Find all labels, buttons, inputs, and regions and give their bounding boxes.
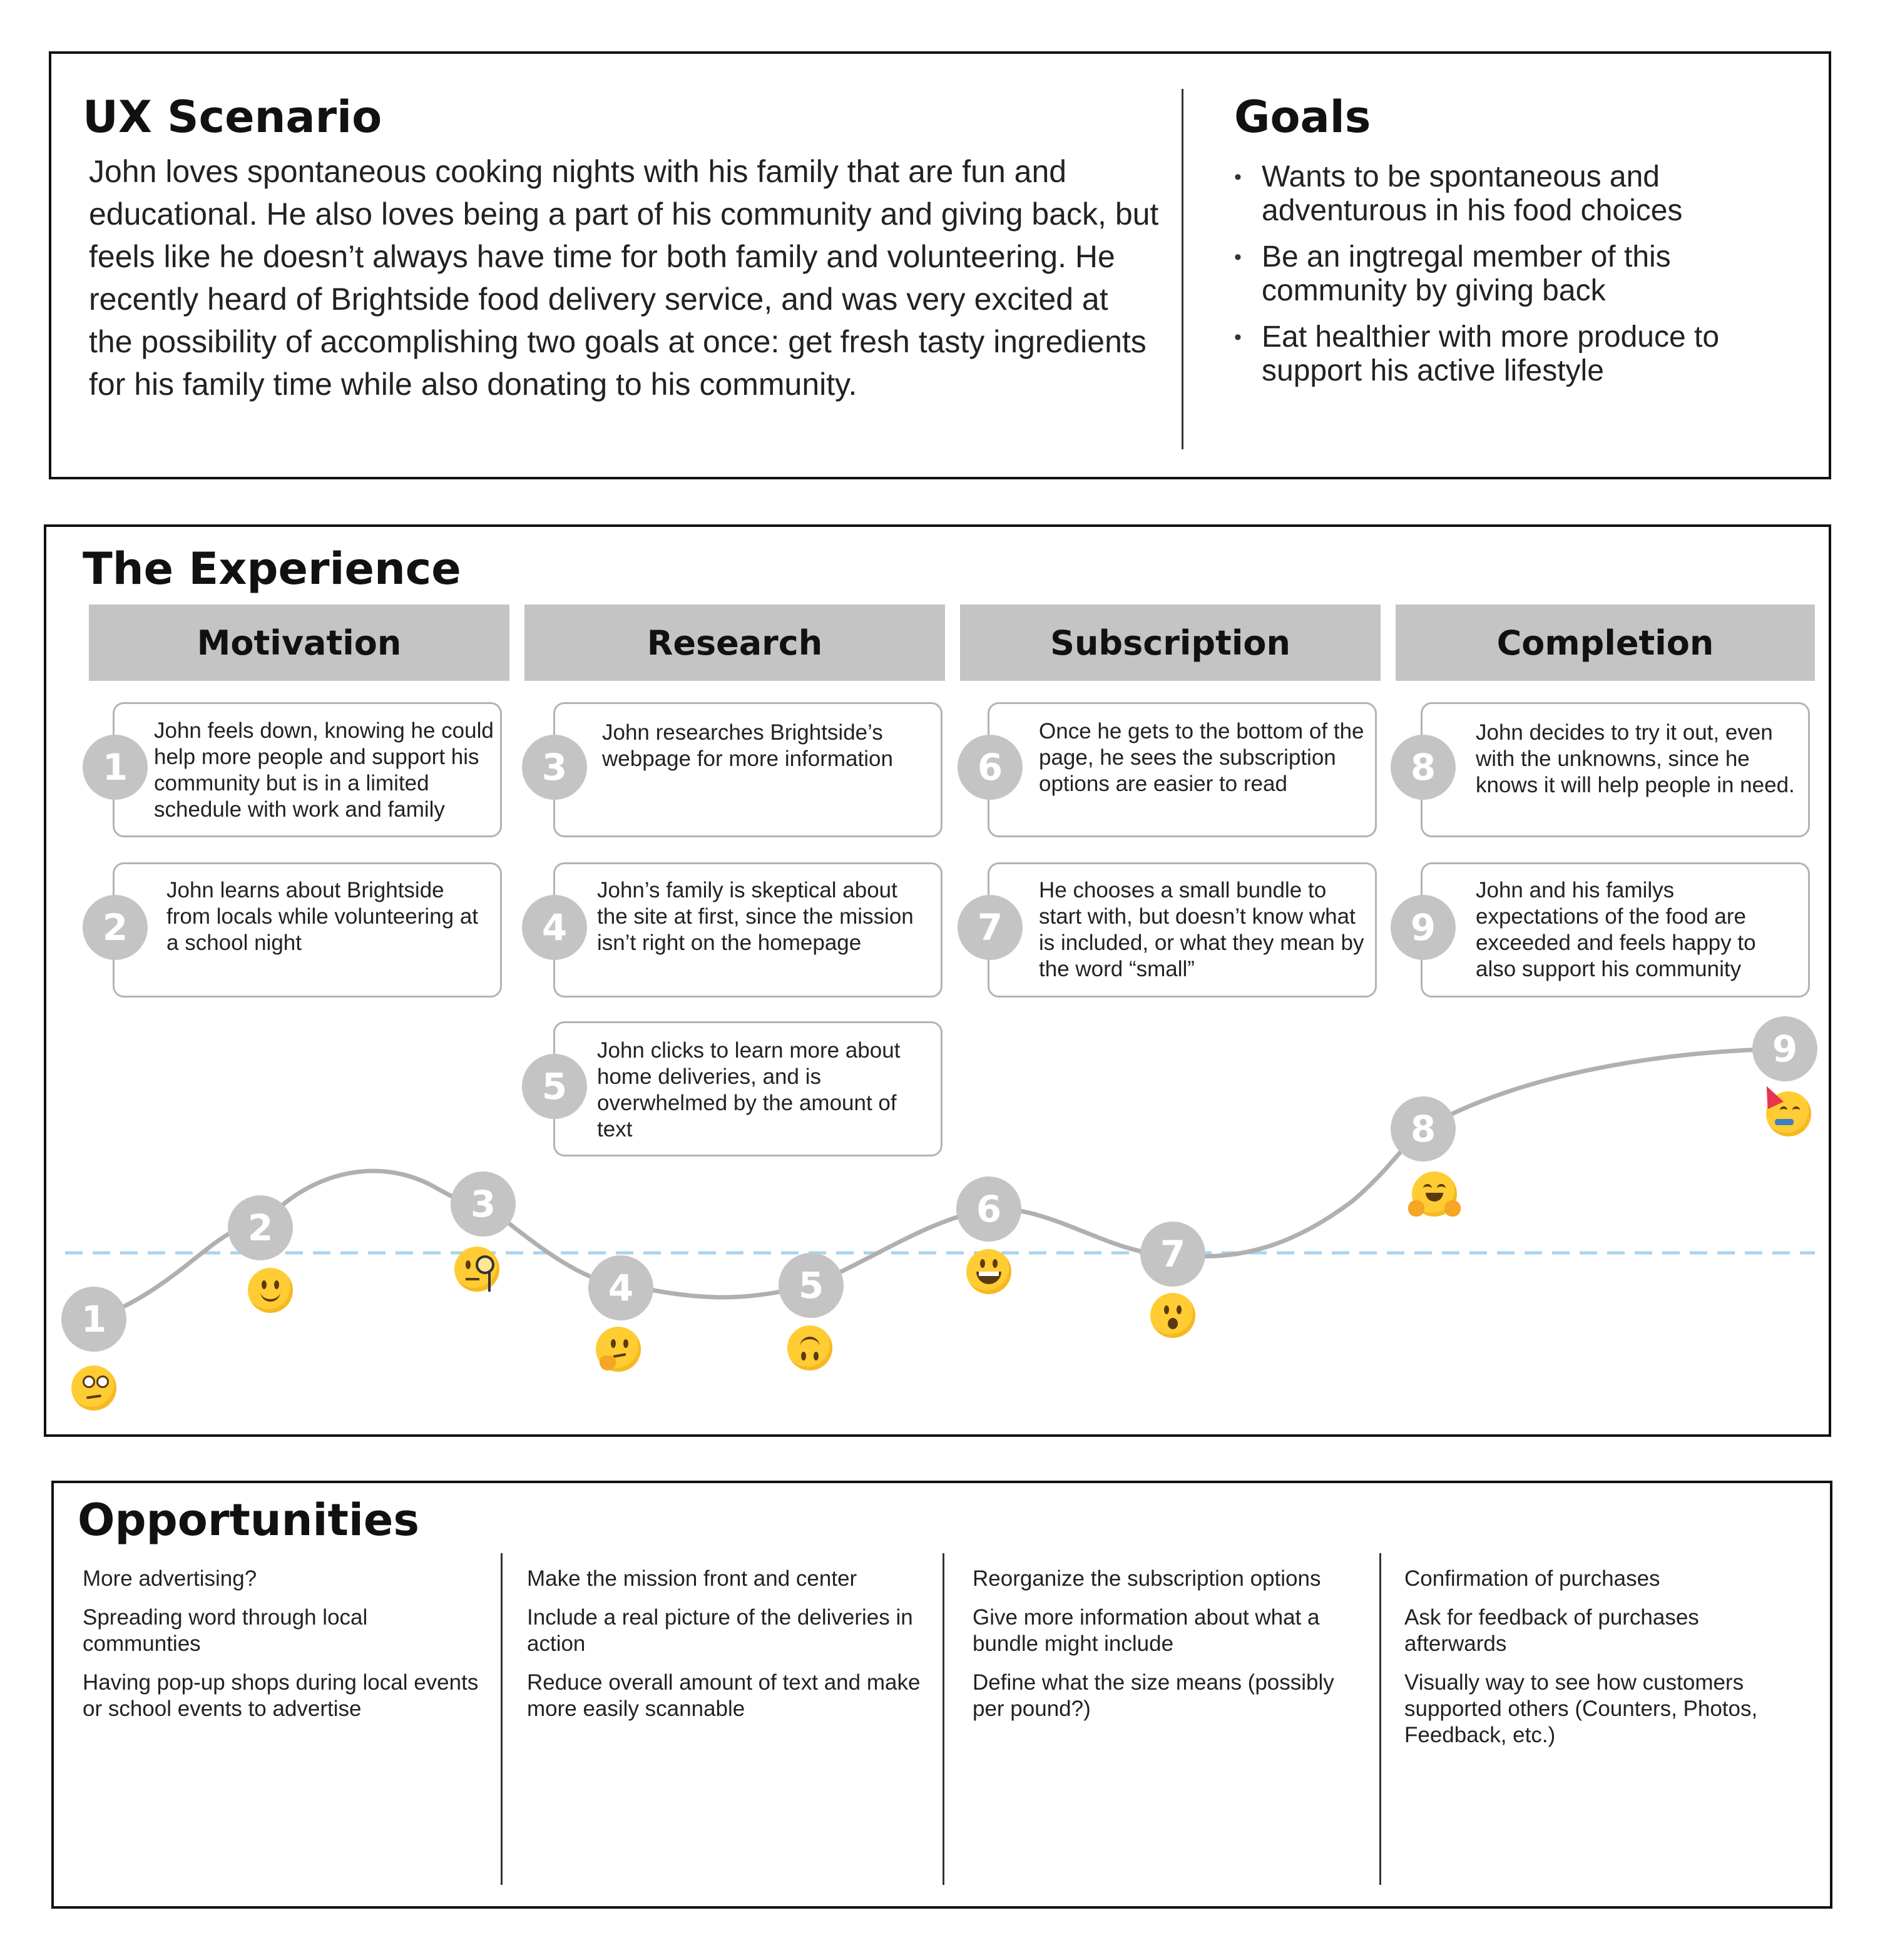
- step-card-2-number: 2: [83, 895, 148, 960]
- journey-point-4: 4: [588, 1255, 653, 1320]
- phase-research: Research: [524, 605, 945, 681]
- scenario-text: John loves spontaneous cooking nights with his family that are fun and educational. He also loves being a part of his community and giving back, but feels like he doesn’t always have time for both family and volunteering. He recently heard of Brightside food delivery service, and was very excited at the possibility of accomplishing two goals at once: get fresh tasty ingredients for his family time while also donating to his community.: [89, 154, 1159, 402]
- opportunities-column-subscription: [973, 1566, 1361, 1735]
- goal-item: • Eat healthier with more produce to support his active lifestyle: [1234, 320, 1797, 388]
- step-card-7-text: He chooses a small bundle to start with, but doesn’t know what is included, or what they mean by the word “small”: [1039, 878, 1364, 981]
- step-card-9-text: John and his familys expectations of the food are exceeded and feels happy to also support his community: [1476, 878, 1756, 981]
- step-card-1-number: 1: [83, 735, 148, 800]
- opportunity-item: Ask for feedback of purchases afterwards: [1404, 1605, 1699, 1656]
- opportunity-item: More advertising?: [83, 1566, 257, 1591]
- thinking-face-icon: [596, 1327, 641, 1372]
- step-card-8-number: 8: [1391, 735, 1456, 800]
- goal-item: • Be an ingtregal member of this community by giving back: [1234, 240, 1797, 308]
- goals-title: Goals: [1234, 91, 1371, 143]
- opportunity-item: Having pop-up shops during local events or school events to advertise: [83, 1670, 479, 1721]
- journey-point-6: 6: [956, 1177, 1021, 1242]
- opportunity-item: Include a real picture of the deliveries in action: [527, 1605, 913, 1656]
- opportunity-item: Spreading word through local communties: [83, 1605, 368, 1656]
- step-card-6-number: 6: [958, 735, 1023, 800]
- opportunity-item: Confirmation of purchases: [1404, 1566, 1660, 1591]
- phase-motivation: Motivation: [89, 605, 509, 681]
- slight-smile-face-icon: [248, 1268, 293, 1313]
- opportunities-divider-1: [501, 1553, 503, 1885]
- grinning-face-icon: [966, 1249, 1011, 1294]
- opportunities-column-research: [527, 1566, 927, 1735]
- journey-point-1: 1: [61, 1287, 126, 1352]
- journey-point-8: 8: [1391, 1096, 1456, 1161]
- opportunity-item: Make the mission front and center: [527, 1566, 857, 1591]
- step-card-3-text: John researches Brightside’s webpage for more information: [602, 720, 893, 771]
- opportunity-item: Visually way to see how customers supported others (Counters, Photos, Feedback, etc.): [1404, 1670, 1758, 1747]
- step-card-4-text: John’s family is skeptical about the site at first, since the mission isn’t right on the homepage: [597, 878, 914, 955]
- partying-face-icon: [1766, 1091, 1811, 1136]
- opportunities-title: Opportunities: [78, 1494, 420, 1546]
- step-card-8-text: John decides to try it out, even with the unknowns, since he knows it will help people in need.: [1476, 720, 1795, 797]
- experience-title: The Experience: [83, 543, 461, 595]
- upside-down-face-icon: [787, 1325, 832, 1370]
- step-card-2-text: John learns about Brightside from locals while volunteering at a school night: [166, 878, 479, 955]
- scenario-title: UX Scenario: [83, 91, 382, 143]
- opportunity-item: Reorganize the subscription options: [973, 1566, 1321, 1591]
- step-card-4-number: 4: [522, 895, 587, 960]
- step-card-5-number: 5: [522, 1054, 587, 1119]
- hugging-face-icon: [1412, 1171, 1457, 1217]
- hushed-face-icon: [1150, 1293, 1195, 1338]
- monocle-face-icon: [454, 1247, 499, 1292]
- step-card-9-number: 9: [1391, 895, 1456, 960]
- opportunities-divider-3: [1379, 1553, 1381, 1885]
- opportunity-item: Reduce overall amount of text and make more easily scannable: [527, 1670, 921, 1721]
- opportunities-divider-2: [943, 1553, 944, 1885]
- journey-point-7: 7: [1140, 1222, 1205, 1287]
- step-card-5-text: John clicks to learn more about home deliveries, and is overwhelmed by the amount of text: [597, 1038, 901, 1141]
- step-card-1-text: John feels down, knowing he could help more people and support his community but is in a limited schedule with work and family: [154, 718, 494, 822]
- opportunities-column-motivation: [83, 1566, 483, 1735]
- phase-completion: Completion: [1396, 605, 1815, 681]
- goal-item: • Wants to be spontaneous and adventurous in his food choices: [1234, 160, 1797, 228]
- step-card-3-number: 3: [522, 735, 587, 800]
- phase-subscription: Subscription: [960, 605, 1381, 681]
- eye-roll-face-icon: [71, 1365, 116, 1411]
- journey-point-9: 9: [1752, 1016, 1817, 1081]
- step-card-7-number: 7: [958, 895, 1023, 960]
- journey-line: [94, 1049, 1785, 1319]
- journey-point-5: 5: [779, 1253, 844, 1318]
- journey-point-3: 3: [451, 1171, 516, 1237]
- opportunity-item: Define what the size means (possibly per pound?): [973, 1670, 1334, 1721]
- opportunity-item: Give more information about what a bundle might include: [973, 1605, 1320, 1656]
- journey-point-2: 2: [228, 1195, 293, 1260]
- opportunities-column-completion: [1404, 1566, 1805, 1761]
- step-card-6-text: Once he gets to the bottom of the page, he sees the subscription options are easier to read: [1039, 719, 1364, 796]
